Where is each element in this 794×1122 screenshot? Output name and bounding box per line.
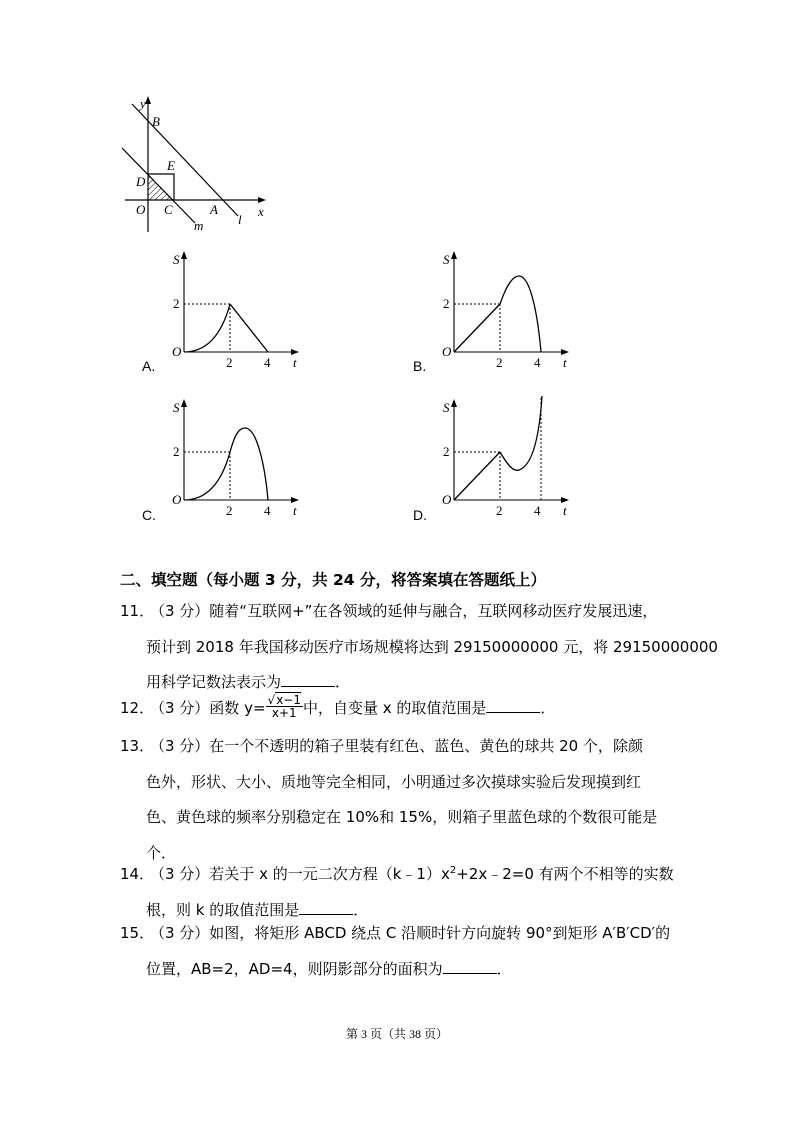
svg-text:4: 4 bbox=[264, 503, 271, 516]
svg-text:O: O bbox=[442, 344, 452, 359]
question-13: 13．（3 分）在一个不透明的箱子里装有红色、蓝色、黄色的球共 20 个，除颜 色外，形状、大小、质地等完全相同，小明通过多次摸球实验后发现摸到红 色、黄色球的频率分别稳定在 10%和 15%，则箱子里蓝色球的个数很可能是 个． bbox=[120, 737, 658, 862]
option-c-label: C. bbox=[142, 507, 156, 523]
svg-text:4: 4 bbox=[534, 355, 541, 368]
svg-text:2: 2 bbox=[443, 296, 450, 311]
svg-text:2: 2 bbox=[443, 444, 450, 459]
svg-text:2: 2 bbox=[496, 355, 503, 368]
answer-blank-12[interactable] bbox=[486, 696, 540, 713]
coordinate-figure bbox=[110, 92, 280, 242]
option-d-label: D. bbox=[413, 507, 427, 523]
label-A: A bbox=[210, 202, 218, 217]
graph-option-a bbox=[165, 248, 315, 368]
label-l: l bbox=[238, 212, 242, 227]
svg-text:t: t bbox=[293, 503, 297, 516]
svg-text:S: S bbox=[443, 400, 450, 415]
label-B: B bbox=[152, 114, 160, 129]
svg-text:4: 4 bbox=[264, 355, 271, 368]
question-14: 14．（3 分）若关于 x 的一元二次方程$(k﹣1)x^2+2x﹣2=0$ 有两个不相等的实数 根，则 k 的取值范围是 ． bbox=[120, 865, 674, 919]
svg-text:O: O bbox=[442, 492, 452, 507]
question-12: 12．（3 分）函数 y= $\frac{√x-1}{x+1}$ 中，自变量 x 的取值范围是 ． bbox=[120, 693, 556, 720]
svg-text:S: S bbox=[443, 252, 450, 267]
label-x: x bbox=[258, 204, 264, 219]
svg-text:S: S bbox=[173, 252, 180, 267]
option-b-label: B. bbox=[413, 358, 427, 374]
graph-option-c bbox=[165, 396, 315, 516]
label-y: y bbox=[140, 96, 146, 111]
question-15: 15．（3 分）如图，将矩形 ABCD 绕点 C 沿顺时针方向旋转 90°到矩形 A′B′CD′的 位置，AB=2，AD=4，则阴影部分的面积为 ． bbox=[120, 924, 671, 978]
svg-text:O: O bbox=[172, 344, 182, 359]
graph-option-d bbox=[435, 392, 585, 516]
shaded-triangle bbox=[148, 174, 174, 200]
option-a-label: A. bbox=[142, 358, 156, 374]
label-O: O bbox=[136, 202, 146, 217]
label-m: m bbox=[194, 218, 204, 233]
answer-blank-11[interactable] bbox=[281, 670, 335, 687]
graph-option-b bbox=[435, 248, 585, 368]
fraction: $\frac{√x-1}{x+1}$ bbox=[267, 693, 301, 720]
question-11: 11．（3 分）随着“互联网+”在各领域的延伸与融合，互联网移动医疗发展迅速， 预计到 2018 年我国移动医疗市场规模将达到 29150000000 元，将 29150000000 用科学记数法表示为 ． bbox=[120, 602, 718, 691]
svg-text:4: 4 bbox=[534, 503, 541, 516]
answer-blank-15[interactable] bbox=[443, 957, 497, 974]
svg-text:2: 2 bbox=[173, 444, 180, 459]
svg-text:S: S bbox=[173, 400, 180, 415]
svg-text:2: 2 bbox=[496, 503, 503, 516]
svg-text:t: t bbox=[563, 503, 567, 516]
label-D: D bbox=[136, 174, 146, 189]
svg-text:2: 2 bbox=[226, 503, 233, 516]
svg-text:t: t bbox=[563, 355, 567, 368]
answer-blank-14[interactable] bbox=[299, 898, 353, 915]
page-footer: 第 3 页（共 38 页） bbox=[345, 1027, 448, 1041]
svg-text:2: 2 bbox=[226, 355, 233, 368]
svg-text:O: O bbox=[172, 492, 182, 507]
svg-text:2: 2 bbox=[173, 296, 180, 311]
label-C: C bbox=[164, 202, 173, 217]
svg-text:t: t bbox=[293, 355, 297, 368]
label-E: E bbox=[167, 158, 175, 173]
section-title: 二、填空题（每小题 3 分，共 24 分，将答案填在答题纸上） bbox=[120, 571, 546, 589]
